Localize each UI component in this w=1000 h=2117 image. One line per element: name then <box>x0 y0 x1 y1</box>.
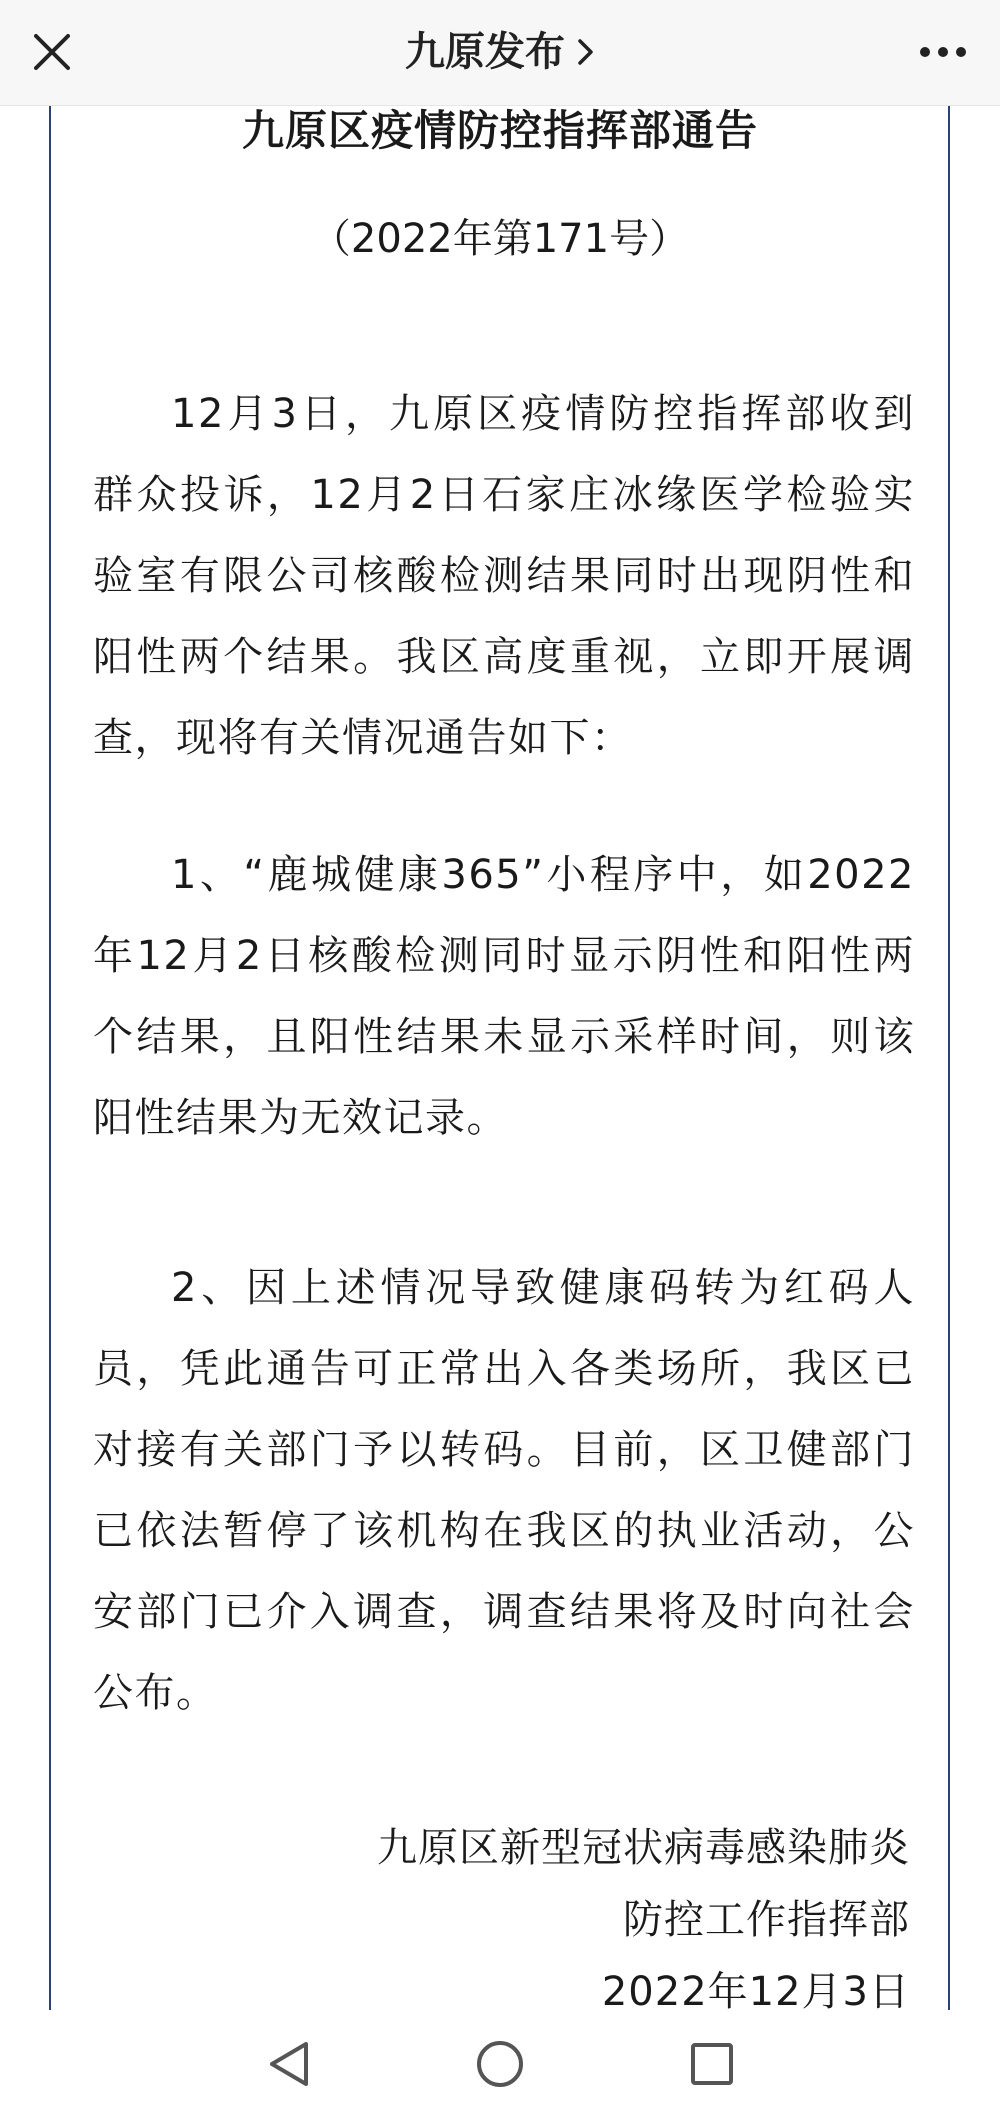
paragraph-item-2: 2、因上述情况导致健康码转为红码人员，凭此通告可正常出入各类场所，我区已对接有关部门予以转码。目前，区卫健部门已依法暂停了该机构在我区的执业活动，公安部门已介入调查，调查结果将及时向社会公布。 <box>93 1265 915 1716</box>
close-icon[interactable] <box>22 22 82 82</box>
chevron-right-icon <box>577 2 595 107</box>
recent-square-icon[interactable] <box>676 2028 748 2100</box>
frame-border-left <box>49 106 51 2010</box>
signature-date: 2022年12月3日 <box>601 1969 910 2010</box>
account-title: 九原发布 <box>405 29 565 75</box>
paragraph-item-1: 1、“鹿城健康365”小程序中，如2022年12月2日核酸检测同时显示阴性和阳性两个结果，且阳性结果未显示采样时间，则该阳性结果为无效记录。 <box>93 852 915 1141</box>
signature-org-line2: 防控工作指挥部 <box>623 1897 910 1943</box>
back-triangle-icon[interactable] <box>254 2028 326 2100</box>
signature-org-line1: 九原区新型冠状病毒感染肺炎 <box>377 1825 910 1871</box>
paragraph-intro: 12月3日，九原区疫情防控指挥部收到群众投诉，12月2日石家庄冰缘医学检验实验室有限公司核酸检测结果同时出现阴性和阳性两个结果。我区高度重视，立即开展调查，现将有关情况通告如下： <box>93 391 915 761</box>
system-navigation-bar <box>0 2010 1000 2117</box>
frame-border-right <box>948 106 950 2010</box>
home-circle-icon[interactable] <box>464 2028 536 2100</box>
article-content <box>0 106 1000 2010</box>
notice-title: 九原区疫情防控指挥部通告 <box>241 106 758 155</box>
top-navigation-bar <box>0 0 1000 106</box>
more-dots-icon[interactable] <box>908 22 978 82</box>
notice-number: （2022年第171号） <box>310 216 690 262</box>
account-title-link[interactable] <box>250 0 750 105</box>
